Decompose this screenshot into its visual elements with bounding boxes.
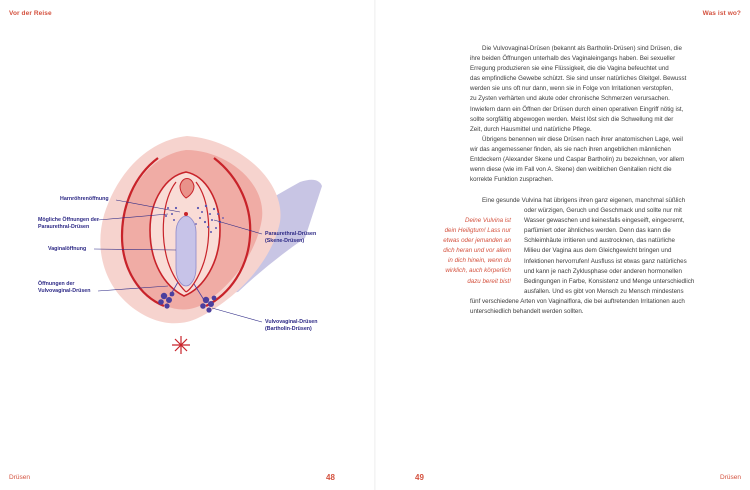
running-head-left: Vor der Reise bbox=[9, 10, 52, 17]
text-line: korrekte Funktion zusprachen. bbox=[470, 176, 554, 184]
text-line: und kann je nach Zyklusphase oder anderen hormonellen bbox=[524, 267, 682, 275]
quote-line: in dich hinein, wenn du bbox=[448, 257, 511, 265]
text-line: ausfallen. Und es gibt von Mensch zu Mensch mindestens bbox=[524, 287, 684, 295]
text-line: sollte sorgfältig abgewogen werden. Meist löst sich die Schwellung mit der bbox=[470, 115, 674, 123]
label-paraurethral-glands bbox=[265, 231, 316, 244]
text-line: fünf verschiedene Arten von Vaginalflora, die bei auftretenden Irritationen auch bbox=[470, 297, 685, 305]
quote-line: dein Heiligtum! Lass nur bbox=[444, 227, 511, 235]
urethral-opening-dot bbox=[184, 212, 188, 216]
text-line: Eine gesunde Vulvina hat übrigens ihren ganz eigenen, manchmal süßlich bbox=[482, 197, 686, 204]
label-line: Mögliche Öffnungen der bbox=[38, 217, 99, 223]
quote-line: wirklich, auch körperlich bbox=[445, 267, 511, 275]
text-line: das empfindliche Gewebe schützt. Sie sind unser natürliches Gleitgel. Bewusst bbox=[470, 75, 687, 83]
page-right bbox=[375, 0, 750, 490]
anus-mark bbox=[172, 336, 190, 354]
label-line: Vulvovaginal-Drüsen bbox=[38, 287, 91, 294]
label-line: (Bartholin-Drüsen) bbox=[265, 325, 312, 332]
text-line: Zeit, durch Hausmittel und natürliche Pflege. bbox=[470, 125, 592, 133]
text-line-content: Die Vulvovaginal-Drüsen (bekannt als Bartholin-Drüsen) sind Drüsen, die bbox=[482, 45, 682, 52]
label-urethral-opening: Harnröhrenöffnung bbox=[60, 196, 109, 202]
running-head-right: Was ist wo? bbox=[702, 10, 741, 17]
label-line: Vulvovaginal-Drüsen bbox=[265, 319, 318, 325]
page-number-right: 49 bbox=[415, 473, 424, 482]
label-vaginal-opening: Vaginalöffnung bbox=[48, 246, 87, 252]
text-line: Infektionen hervorrufen! Ausfluss ist etwas ganz natürliches bbox=[524, 257, 687, 265]
text-line: ihre beiden Öffnungen unterhalb des Vaginaleingangs haben. Bei sexueller bbox=[470, 55, 676, 63]
text-line-content: Übrigens benennen wir diese Drüsen nach ihrer anatomischen Lage, weil bbox=[482, 135, 683, 143]
quote-line: dazu bereit bist! bbox=[467, 277, 511, 285]
page-number-left: 48 bbox=[326, 473, 335, 482]
text-line: oder würzigen, Geruch und Geschmack und sollte nur mit bbox=[524, 207, 682, 215]
label-paraurethral-openings bbox=[38, 217, 99, 230]
label-line: Öffnungen der bbox=[38, 281, 75, 287]
label-line: Paraurethral-Drüsen bbox=[38, 223, 90, 230]
footer-section-right: Drüsen bbox=[720, 474, 741, 481]
paragraph-2 bbox=[456, 196, 720, 317]
text-line: Bedingungen in Farbe, Konsistenz und Menge unterschiedlich bbox=[524, 277, 695, 285]
leader-vulvovaginal-glands bbox=[212, 308, 262, 322]
quote-line: Deine Vulvina ist bbox=[465, 217, 511, 224]
text-line: parfümiert oder ähnliches werden. Denn das kann die bbox=[524, 227, 671, 235]
quote-line: dich heran und vor allem bbox=[443, 247, 511, 255]
text-line: unterschiedlich behandelt werden sollten. bbox=[470, 308, 584, 316]
footer-section-left: Drüsen bbox=[9, 474, 30, 481]
text-line: Milieu der Vagina aus dem Gleichgewicht bringen und bbox=[524, 247, 672, 255]
label-line: (Skene-Drüsen) bbox=[265, 237, 305, 244]
text-line: wir das angemessener finden, als sie nach ihren angeblichen männlichen bbox=[470, 145, 671, 153]
label-vulvovaginal-glands bbox=[265, 319, 318, 332]
quote-line: etwas oder jemanden an bbox=[443, 237, 511, 245]
text-line: wenn diese (wie im Fall von A. Skene) den weiblichen Genitalien nicht die bbox=[470, 166, 672, 174]
text-line: Wasser gewaschen und keinesfalls eingeseift, eingecremt, bbox=[524, 217, 685, 225]
text-line: Erregung produzieren sie eine Flüssigkeit, die die Vagina befeuchtet und bbox=[470, 65, 669, 73]
text-line: Entdeckern (Alexander Skene und Caspar Bartholin) zu bezeichnen, vor allem bbox=[470, 156, 685, 164]
label-line: Paraurethral-Drüsen bbox=[265, 231, 317, 237]
text-line: Schleimhäute irritieren und austrocknen, das natürliche bbox=[524, 237, 675, 245]
text-line: zu Zysten verhärten und akute oder chronische Schmerzen verursachen. bbox=[470, 95, 670, 103]
text-line bbox=[470, 135, 715, 145]
vaginal-opening bbox=[176, 216, 196, 286]
text-line: werden sie uns oft nur dann, wenn sie in Folge von Irritationen verstopfen, bbox=[470, 85, 673, 93]
paragraph-1 bbox=[470, 44, 715, 185]
text-line: Inwiefern dann ein Öffnen der Drüsen durch einen operativen Eingriff nötig ist, bbox=[470, 105, 684, 113]
label-vulvovaginal-openings bbox=[38, 281, 91, 294]
text-line bbox=[470, 44, 715, 54]
